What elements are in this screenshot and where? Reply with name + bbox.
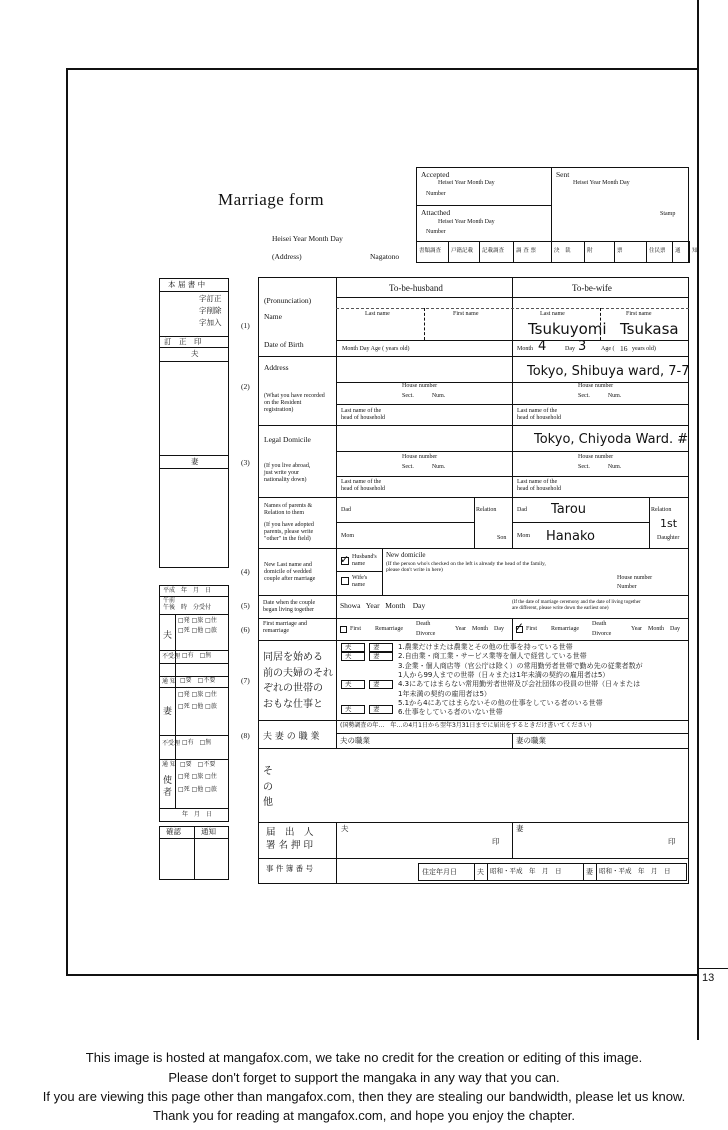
job-item: 1年未満の契約の雇用者は5）: [398, 689, 491, 698]
job-item: 3.企業・個人商店等（官公庁は除く）の常用勤労者世帯で勤め先の従業者数が: [398, 661, 643, 670]
sent-label: Sent: [556, 170, 570, 179]
wife-mom: Hanako: [546, 529, 595, 544]
wife-job-box[interactable]: [369, 680, 393, 689]
wife-birth-month: 4: [538, 339, 547, 354]
job-box-label: 妻: [373, 652, 380, 660]
husband-job-box[interactable]: [341, 705, 365, 714]
wife-last-name: Tsukuyomi: [528, 320, 607, 338]
job-box-label: 夫: [345, 652, 352, 660]
check-mark-icon: ✓: [514, 620, 525, 634]
office-column-label: 記載調査: [482, 248, 505, 254]
office-column-label: 知: [692, 248, 698, 254]
address-label: (Address): [272, 252, 302, 261]
footer-line-1: This image is hosted at mangafox.com, we take no credit for the creation or editing of this image.: [85, 1050, 643, 1065]
husband-job-box[interactable]: [341, 652, 365, 661]
wife-domicile: Tokyo, Chiyoda Ward. #: [534, 432, 689, 447]
title-date: Heisei Year Month Day: [272, 234, 343, 243]
footer-line-3: If you are viewing this page other than mangafox.com, then they are stealing our bandwidth, please let us know.: [42, 1089, 686, 1104]
husband-job-box[interactable]: [341, 643, 365, 652]
job-item: 5.1から4にあてはまらないその他の仕事をしている者のいる世帯: [398, 698, 603, 707]
wife-header: To-be-wife: [572, 283, 612, 293]
job-item: 6.仕事をしている者のいない世帯: [398, 708, 503, 717]
wife-address: Tokyo, Shibuya ward, 7-7: [527, 364, 690, 379]
office-column-label: 票: [617, 248, 623, 254]
job-box-label: 夫: [345, 643, 352, 651]
wife-job-box[interactable]: [369, 652, 393, 661]
office-column-label: 住民票: [649, 248, 666, 254]
wife-relation: 1st: [660, 517, 678, 530]
job-item: 1.農業だけまたは農業とその他の仕事を持っている世帯: [398, 643, 573, 651]
wife-dad: Tarou: [551, 502, 587, 517]
office-column-label: 附: [587, 248, 593, 254]
attacthed-label: Attacthed: [421, 208, 451, 217]
wife-name-checkbox[interactable]: [341, 577, 349, 585]
footer-line-4: Thank you for reading at mangafox.com, and hope you enjoy the chapter.: [152, 1108, 576, 1123]
wife-age: 16: [620, 344, 628, 353]
attacthed-number: Number: [426, 229, 446, 235]
wife-job-box[interactable]: [369, 643, 393, 652]
accepted-label: Accepted: [421, 170, 450, 179]
wife-first-name: Tsukasa: [620, 320, 679, 338]
office-column-label: 通: [675, 248, 681, 254]
footer-line-2: Please don't forget to support the mangaka in any way that you can.: [168, 1070, 560, 1085]
job-box-label: 妻: [373, 680, 380, 688]
accepted-number: Number: [426, 191, 446, 197]
office-column-label: 決 裁: [554, 248, 571, 254]
stamp-header: 本 届 書 中: [168, 280, 206, 289]
office-column-label: 戸籍記載: [451, 248, 474, 254]
job-box-label: 夫: [345, 680, 352, 688]
accepted-date: Heisei Year Month Day: [438, 180, 495, 186]
job-item: 2.自由業・商工業・サービス業等を個人で経営している世帯: [398, 652, 587, 661]
husband-job-box[interactable]: [341, 680, 365, 689]
office-column-label: 書類調査: [419, 248, 442, 254]
husband-first-checkbox[interactable]: [340, 626, 347, 633]
job-item: 4.3にあてはまらない常用勤労者世帯及び会社団体の役員の世帯（日々または: [398, 680, 641, 689]
job-item: 1人から99人までの世帯（日々または1年未満の契約の雇用者は5）: [398, 670, 610, 679]
form-title: Marriage form: [218, 190, 325, 209]
husband-header: To-be-husband: [389, 283, 443, 293]
wife-job-box[interactable]: [369, 705, 393, 714]
check-mark-icon: ✓: [340, 553, 350, 566]
sent-date: Heisei Year Month Day: [573, 180, 630, 186]
stamp-label: Stamp: [660, 211, 676, 217]
attacthed-date: Heisei Year Month Day: [438, 219, 495, 225]
page-number: 13: [702, 972, 715, 984]
job-box-label: 夫: [345, 705, 352, 713]
address-value: Nagatono: [370, 252, 400, 261]
job-box-label: 妻: [373, 705, 380, 713]
office-column-label: 調 査 票: [516, 248, 536, 254]
wife-birth-day: 3: [578, 339, 587, 354]
job-box-label: 妻: [373, 643, 380, 651]
